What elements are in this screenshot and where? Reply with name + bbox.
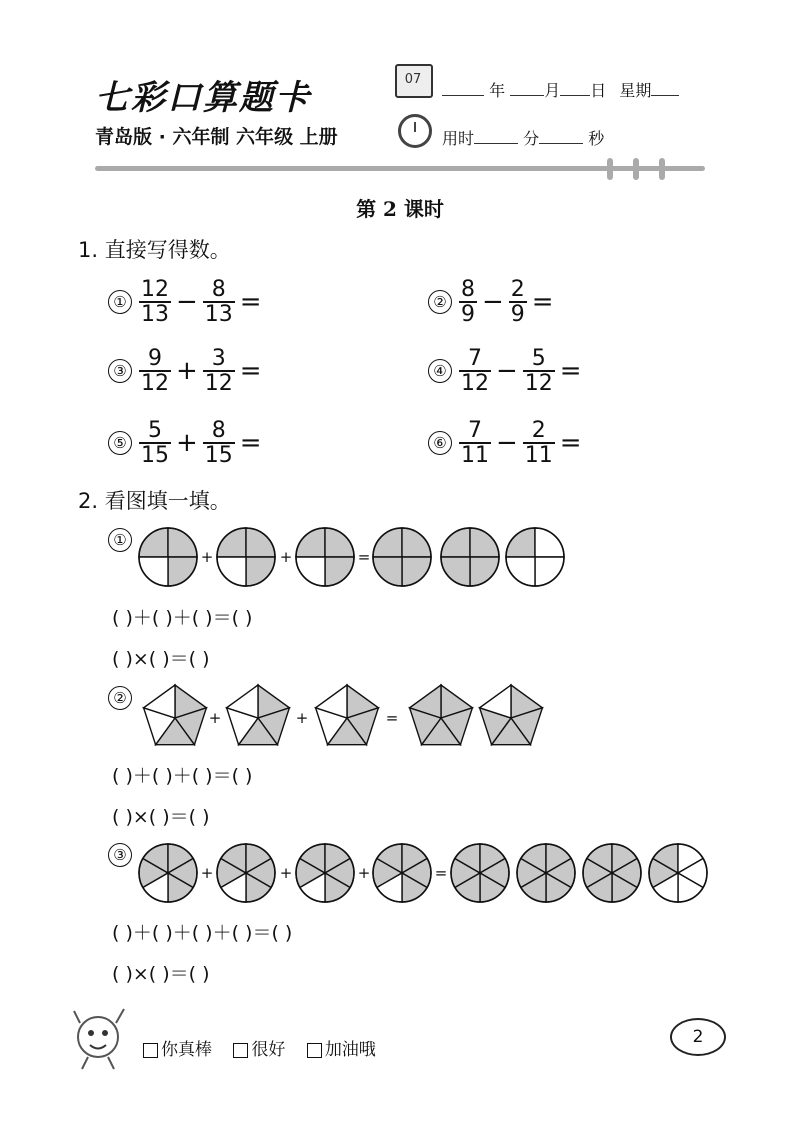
fraction-circle xyxy=(451,844,509,902)
q1-item-marker: ② xyxy=(428,290,452,314)
brand-logo: 七彩口算题卡 xyxy=(95,78,311,118)
fraction-circle xyxy=(373,844,431,902)
edition-label: 青岛版 · 六年制 六年级 上册 xyxy=(95,126,338,148)
equals-sign: = xyxy=(239,356,262,387)
fraction: $\frac{8}{13}$ xyxy=(204,277,233,328)
fraction-circle xyxy=(217,528,275,586)
part1-mul-line[interactable]: ( )×( )＝( ) xyxy=(112,648,210,670)
fraction: $\frac{8}{9}$ xyxy=(461,277,475,328)
equals-sign: = xyxy=(239,287,262,318)
time-label: 用时 xyxy=(442,129,475,148)
equals-sign: = xyxy=(434,864,448,882)
cartoon-mascot-icon xyxy=(68,1005,134,1071)
fraction-pentagon xyxy=(410,685,473,745)
plus-sign: + xyxy=(279,864,293,882)
part1-add-line[interactable]: ( )＋( )＋( )＝( ) xyxy=(112,607,253,629)
q1-item-marker: ③ xyxy=(108,359,132,383)
q1-heading: 1. 直接写得数。 xyxy=(78,238,231,262)
weekday-label: 星期 xyxy=(619,81,652,100)
plus-sign: + xyxy=(357,864,371,882)
fraction: $\frac{5}{12}$ xyxy=(524,346,553,397)
plus-sign: + xyxy=(295,709,309,727)
checkbox-good[interactable] xyxy=(233,1043,248,1058)
plus-sign: + xyxy=(200,864,214,882)
day-label: 日 xyxy=(590,81,607,100)
fraction-circle xyxy=(296,528,354,586)
fraction-circle xyxy=(373,528,431,586)
fraction: $\frac{2}{11}$ xyxy=(524,418,553,469)
fraction-circle xyxy=(506,528,564,586)
fraction-circle xyxy=(517,844,575,902)
plus-sign: + xyxy=(279,548,293,566)
fraction: $\frac{9}{12}$ xyxy=(141,346,169,397)
q1-item-marker: ④ xyxy=(428,359,452,383)
minute-label: 分 xyxy=(523,129,540,148)
part1-marker: ① xyxy=(108,528,132,552)
part3-add-line[interactable]: ( )＋( )＋( )＋( )＝( ) xyxy=(112,922,293,944)
rating-checkboxes xyxy=(143,1035,376,1060)
operator: + xyxy=(176,428,198,459)
q2-heading: 2. 看图填一填。 xyxy=(78,489,231,513)
fraction: $\frac{7}{11}$ xyxy=(461,418,489,469)
part2-marker: ② xyxy=(108,686,132,710)
check-label-keep-going: 加油哦 xyxy=(324,1040,376,1060)
fraction: $\frac{5}{15}$ xyxy=(141,418,169,469)
equals-sign: = xyxy=(357,548,371,566)
part3-marker: ③ xyxy=(108,843,132,867)
fraction-pentagon xyxy=(227,685,290,745)
part2-add-line[interactable]: ( )＋( )＋( )＝( ) xyxy=(112,765,253,787)
second-label: 秒 xyxy=(588,129,605,148)
operator: − xyxy=(176,287,198,318)
fraction-pentagon xyxy=(480,685,543,745)
operator: − xyxy=(496,356,518,387)
calendar-day: 07 xyxy=(404,72,422,87)
plus-sign: + xyxy=(200,548,214,566)
equals-sign: = xyxy=(385,709,399,727)
fraction: $\frac{2}{9}$ xyxy=(510,277,525,328)
check-label-great: 你真棒 xyxy=(161,1040,212,1060)
operator: − xyxy=(482,287,504,318)
fraction-circle xyxy=(139,528,197,586)
fraction: $\frac{7}{12}$ xyxy=(461,346,489,397)
fraction: $\frac{3}{12}$ xyxy=(204,346,233,397)
equals-sign: = xyxy=(531,287,554,318)
fraction-circle xyxy=(296,844,354,902)
fraction-circle xyxy=(583,844,641,902)
q1-item-marker: ⑤ xyxy=(108,431,132,455)
check-label-good: 很好 xyxy=(251,1040,286,1060)
fraction-circle xyxy=(139,844,197,902)
checkbox-great[interactable] xyxy=(143,1043,158,1058)
q1-item-marker: ① xyxy=(108,290,132,314)
fraction: $\frac{8}{15}$ xyxy=(204,418,233,469)
fraction-circle xyxy=(441,528,499,586)
equals-sign: = xyxy=(559,428,582,459)
checkbox-keep-going[interactable] xyxy=(307,1043,322,1058)
equals-sign: = xyxy=(559,356,582,387)
fraction: $\frac{12}{13}$ xyxy=(141,277,169,328)
equals-sign: = xyxy=(239,428,262,459)
fraction-circle xyxy=(649,844,707,902)
fraction-circle xyxy=(217,844,275,902)
q1-item-marker: ⑥ xyxy=(428,431,452,455)
operator: − xyxy=(496,428,518,459)
plus-sign: + xyxy=(208,709,222,727)
fraction-pentagon xyxy=(144,685,207,745)
part2-mul-line[interactable]: ( )×( )＝( ) xyxy=(112,806,210,828)
fraction-pentagon xyxy=(316,685,379,745)
lesson-title: 第 2 课时 xyxy=(356,197,444,221)
year-label: 年 xyxy=(489,81,506,100)
part3-mul-line[interactable]: ( )×( )＝( ) xyxy=(112,963,210,985)
month-label: 月 xyxy=(544,81,561,100)
page-number: 2 xyxy=(670,1018,726,1056)
operator: + xyxy=(176,356,198,387)
